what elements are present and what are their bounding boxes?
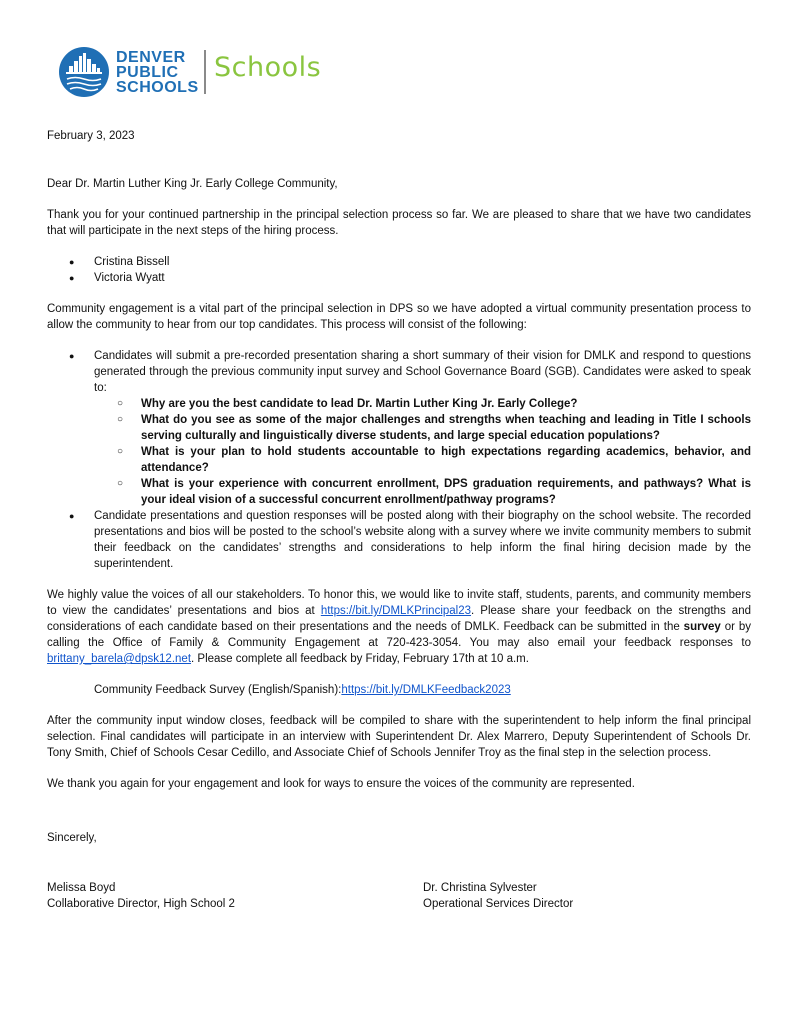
- greeting: Dear Dr. Martin Luther King Jr. Early College Community,: [47, 178, 338, 190]
- process-item: ● Candidate presentations and question responses will be posted along with their biography on the school website. The recorded presentations and bios will be posted to the school’s website along with a survey where we invite community members to submit their feedback on the candidates’ strengths and considerations to help inform the final hiring decision made by the superintendent.: [47, 508, 751, 572]
- signature-block-right: [423, 880, 573, 912]
- process-item-text: Candidates will submit a pre-recorded presentation sharing a short summary of their vision for DMLK and respond to questions generated through the previous community input survey and School Governance Board (SGB). Candidates were asked to speak to:: [94, 350, 751, 394]
- logo-divider: [204, 50, 206, 94]
- dps-wordmark: [116, 50, 199, 95]
- dps-logo: [58, 46, 338, 98]
- intro-paragraph: Thank you for your continued partnership in the principal selection process so far. We are pleased to share that we have two candidates that will participate in the next steps of the hiring process.: [47, 209, 751, 237]
- value-text-4: . Please complete all feedback by Friday, February 17th at 10 a.m.: [191, 653, 529, 665]
- question-item: ○ Why are you the best candidate to lead Dr. Martin Luther King Jr. Early College?: [47, 396, 751, 412]
- after-paragraph: After the community input window closes, feedback will be compiled to share with the superintendent to help inform the final principal selection. Final candidates will participate in an interview with Superintendent Dr. Alex Marrero, Deputy Superintendent of Schools Dr. Tony Smith, Chief of Schools Cesar Cedillo, and Associate Chief of Schools Jennifer Troy as the final step in the selection process.: [47, 715, 751, 759]
- wordmark-line3: SCHOOLS: [116, 79, 199, 96]
- letter-date: February 3, 2023: [47, 130, 135, 142]
- logo-schools-text: Schools: [214, 52, 322, 83]
- value-text-1: We highly value the voices of all our stakeholders. To honor this, we would like to invite staff, students, parents, and community members to view the candidates’ presentations and bios at: [47, 589, 751, 617]
- wordmark-line2: PUBLIC: [116, 64, 179, 81]
- feedback-survey-link[interactable]: https://bit.ly/DMLKFeedback2023: [341, 684, 511, 696]
- signatory-title: Operational Services Director: [423, 898, 574, 910]
- email-link[interactable]: brittany_barela@dpsk12.net: [47, 653, 192, 665]
- process-item: [47, 348, 751, 508]
- survey-bold: survey: [683, 621, 721, 633]
- value-paragraph: [47, 587, 751, 667]
- signature-block-left: [47, 880, 235, 912]
- principal-presentations-link[interactable]: https://bit.ly/DMLKPrincipal23: [320, 605, 472, 617]
- question-item: ○ What is your plan to hold students accountable to high expectations regarding academics, behavior, and attendance?: [47, 444, 751, 476]
- process-list: [47, 348, 751, 572]
- question-item: ○ What do you see as some of the major challenges and strengths when teaching and leading in Title I schools serving culturally and linguistically diverse students, and large special education populations?: [47, 412, 751, 444]
- question-list: [94, 396, 751, 508]
- signatory-name: Dr. Christina Sylvester: [423, 882, 537, 894]
- question-item: ○ What is your experience with concurrent enrollment, DPS graduation requirements, and pathways? What is your ideal vision of a successful concurrent enrollment/pathway programs?: [47, 476, 751, 508]
- closing: Sincerely,: [47, 832, 97, 844]
- signatory-title: Collaborative Director, High School 2: [47, 898, 235, 910]
- survey-line: [94, 682, 751, 698]
- value-text-3: or by calling the Office of Family & Community Engagement at 720-423-3054. You may also email your feedback responses to: [47, 621, 751, 649]
- survey-label: Community Feedback Survey (English/Spanish):: [94, 684, 342, 696]
- list-item: ● Victoria Wyatt: [47, 270, 751, 286]
- wordmark-line1: DENVER: [116, 49, 186, 66]
- thanks-paragraph: We thank you again for your engagement and look for ways to ensure the voices of the community are represented.: [47, 778, 635, 790]
- value-text-2: . Please share your feedback on the strengths and considerations of each candidate based on their presentations and the needs of DMLK. Feedback can be submitted in the: [47, 605, 751, 633]
- city-skyline-icon: [58, 46, 110, 98]
- candidate-list: [47, 254, 751, 286]
- letter-body: [47, 128, 751, 846]
- signatory-name: Melissa Boyd: [47, 882, 116, 894]
- list-item: ● Cristina Bissell: [47, 254, 751, 270]
- engagement-paragraph: Community engagement is a vital part of the principal selection in DPS so we have adopted a virtual community presentation process to allow the community to hear from our top candidates. This process will consist of the following:: [47, 303, 751, 331]
